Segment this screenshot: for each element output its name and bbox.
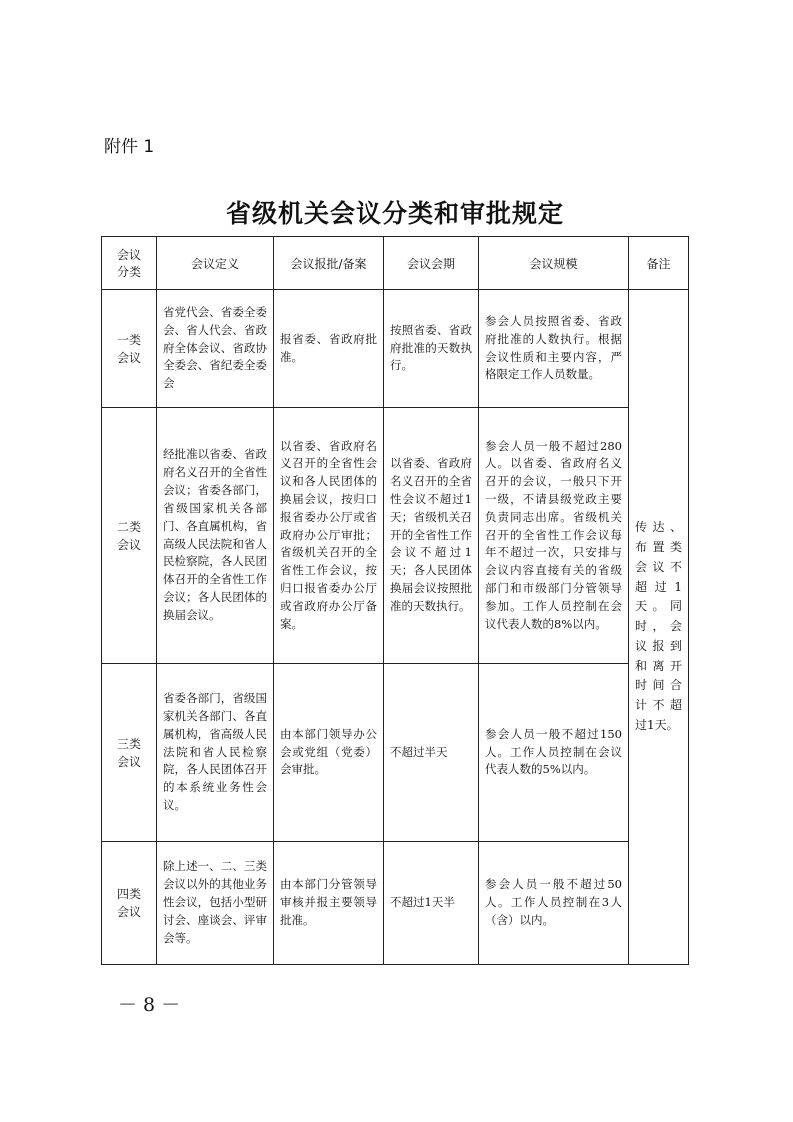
row-definition: 省委各部门，省级国家机关各部门、各直属机构，省高级人民法院和省人民检察院，各人民团体召开的本系统业务性会议。: [157, 664, 274, 842]
row-duration: 不超过1天半: [384, 842, 479, 965]
table-row: [102, 842, 689, 965]
page-title: 省级机关会议分类和审批规定: [225, 199, 564, 228]
row-category: 三类会议: [102, 664, 157, 842]
header-duration: 会议会期: [384, 237, 479, 290]
header-approval: 会议报批/备案: [274, 237, 384, 290]
row-scale: 参会人员一般不超过50人。工作人员控制在3人（含）以内。: [479, 842, 629, 965]
table-row: [102, 290, 689, 408]
row-category: 四类会议: [102, 842, 157, 965]
row-duration: 按照省委、省政府批准的天数执行。: [384, 290, 479, 408]
row-definition: 省党代会、省委全委会、省人代会、省政府全体会议、省政协全委会、省纪委全委会: [157, 290, 274, 408]
row-scale: 参会人员一般不超过150人。工作人员控制在会议代表人数的5%以内。: [479, 664, 629, 842]
row-duration: 不超过半天: [384, 664, 479, 842]
header-definition: 会议定义: [157, 237, 274, 290]
table-header-row: [102, 237, 689, 290]
row-category: 一类会议: [102, 290, 157, 408]
row-approval: 由本部门领导办公会或党组（党委）会审批。: [274, 664, 384, 842]
row-scale: 参会人员一般不超过280人。以省委、省政府名义召开的会议，一般只下开一级，不请县级党政主要负责同志出席。省级机关召开的全省性工作会议每年不超过一次，只安排与会议内容直接有关的省级部门和市级部门分管领导参加。工作人员控制在会议代表人数的8%以内。: [479, 408, 629, 664]
row-category: 二类会议: [102, 408, 157, 664]
row-scale: 参会人员按照省委、省政府批准的人数执行。根据会议性质和主要内容，严格限定工作人员数量。: [479, 290, 629, 408]
row-approval: 报省委、省政府批准。: [274, 290, 384, 408]
row-approval: 以省委、省政府名义召开的全省性会议和各人民团体的换届会议，按归口报省委办公厅或省政府办公厅审批；省级机关召开的全省性工作会议，按归口报省委办公厅或省政府办公厅备案。: [274, 408, 384, 664]
header-scale: 会议规模: [479, 237, 629, 290]
table-row: [102, 664, 689, 842]
attachment-label: 附件 1: [104, 137, 155, 157]
row-duration: 以省委、省政府名义召开的全省性会议不超过1天；省级机关召开的全省性工作会议不超过1天；各人民团体换届会议按照批准的天数执行。: [384, 408, 479, 664]
header-category: 会议分类: [102, 237, 157, 290]
page-number: － 8 －: [118, 994, 181, 1016]
header-remark: 备注: [629, 237, 689, 290]
row-definition: 经批准以省委、省政府名义召开的全省性会议；省委各部门，省级国家机关各部门、各直属机构，省高级人民法院和省人民检察院，各人民团体召开的全省性工作会议；各人民团体的换届会议。: [157, 408, 274, 664]
remark-cell: 传达、布置类会议不超过1天。同时，会议报到和离开时间合计不超过1天。: [629, 290, 689, 965]
regulation-table: [101, 236, 689, 965]
table-row: [102, 408, 689, 664]
row-definition: 除上述一、二、三类会议以外的其他业务性会议，包括小型研讨会、座谈会、评审会等。: [157, 842, 274, 965]
row-approval: 由本部门分管领导审核并报主要领导批准。: [274, 842, 384, 965]
